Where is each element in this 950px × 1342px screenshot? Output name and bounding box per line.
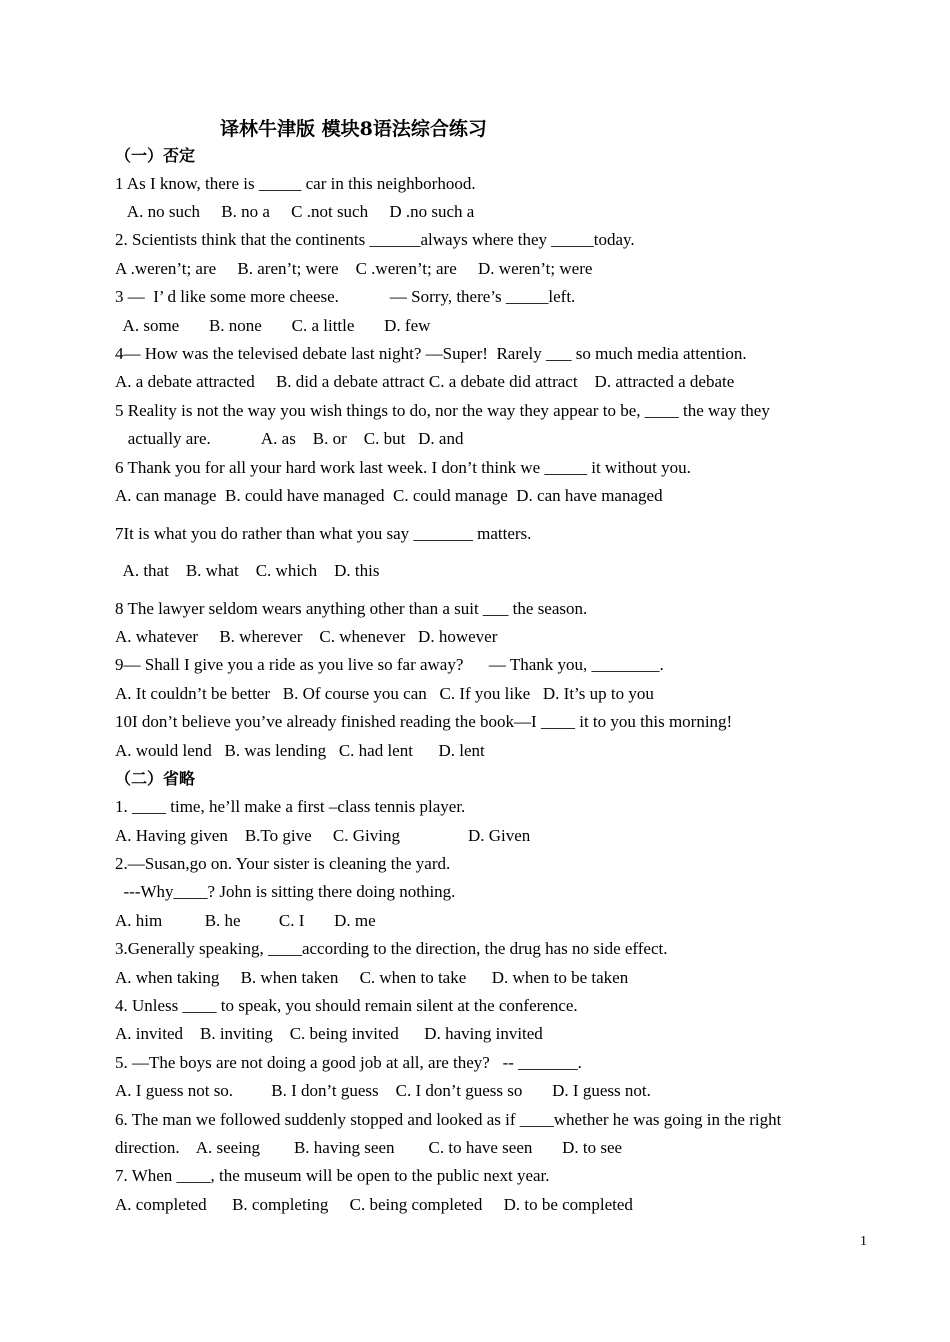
question-line: A. invited B. inviting C. being invited D. having invited <box>115 1024 543 1043</box>
question-line: 10I don’t believe you’ve already finished reading the book—I ____ it to you this morning! <box>115 712 733 731</box>
question-line: A. him B. he C. I D. me <box>115 911 376 930</box>
question-line: 7. When ____, the museum will be open to the public next year. <box>115 1166 550 1185</box>
section-heading: （二）省略 <box>115 769 196 788</box>
page-number: 1 <box>860 1234 867 1249</box>
question-line: A. completed B. completing C. being completed D. to be completed <box>115 1195 633 1214</box>
question-line: A. a debate attracted B. did a debate attract C. a debate did attract D. attracted a debate <box>115 372 735 391</box>
question-line: 8 The lawyer seldom wears anything other than a suit ___ the season. <box>115 599 588 618</box>
question-line: A .weren’t; are B. aren’t; were C .weren’t; are D. weren’t; were <box>115 259 593 278</box>
question-line: direction. A. seeing B. having seen C. to have seen D. to see <box>115 1138 623 1157</box>
question-line: 4. Unless ____ to speak, you should remain silent at the conference. <box>115 996 578 1015</box>
question-line: 5. —The boys are not doing a good job at all, are they? -- _______. <box>115 1053 582 1072</box>
question-line: 2.—Susan,go on. Your sister is cleaning the yard. <box>115 854 451 873</box>
question-line: 3.Generally speaking, ____according to the direction, the drug has no side effect. <box>115 939 668 958</box>
question-line: 7It is what you do rather than what you say _______ matters. <box>115 524 532 543</box>
question-line: 1 As I know, there is _____ car in this neighborhood. <box>115 174 476 193</box>
question-line: 6 Thank you for all your hard work last week. I don’t think we _____ it without you. <box>115 458 691 477</box>
question-line: ---Why____? John is sitting there doing nothing. <box>115 882 456 901</box>
question-line: 4— How was the televised debate last night? —Super! Rarely ___ so much media attention. <box>115 344 747 363</box>
document-title: 译林牛津版 模块8语法综合练习 <box>220 118 487 140</box>
question-line: A. Having given B.To give C. Giving D. Given <box>115 826 531 845</box>
question-line: 1. ____ time, he’ll make a first –class tennis player. <box>115 797 466 816</box>
question-line: A. can manage B. could have managed C. could manage D. can have managed <box>115 486 663 505</box>
question-line: A. no such B. no a C .not such D .no such a <box>115 202 475 221</box>
section-heading: （一）否定 <box>115 146 196 165</box>
question-line: 5 Reality is not the way you wish things to do, nor the way they appear to be, ____ the way they <box>115 401 770 420</box>
question-line: 3 — I’ d like some more cheese. — Sorry, there’s _____left. <box>115 287 576 306</box>
question-line: A. would lend B. was lending C. had lent D. lent <box>115 741 485 760</box>
question-line: A. when taking B. when taken C. when to take D. when to be taken <box>115 968 629 987</box>
question-line: A. I guess not so. B. I don’t guess C. I don’t guess so D. I guess not. <box>115 1081 651 1100</box>
question-line: A. some B. none C. a little D. few <box>115 316 431 335</box>
question-line: A. that B. what C. which D. this <box>115 561 380 580</box>
question-line: A. whatever B. wherever C. whenever D. however <box>115 627 498 646</box>
question-line: 6. The man we followed suddenly stopped and looked as if ____whether he was going in the right <box>115 1110 782 1129</box>
question-line: actually are. A. as B. or C. but D. and <box>115 429 464 448</box>
question-line: 9— Shall I give you a ride as you live so far away? — Thank you, ________. <box>115 655 664 674</box>
question-line: A. It couldn’t be better B. Of course you can C. If you like D. It’s up to you <box>115 684 654 703</box>
question-line: 2. Scientists think that the continents ______always where they _____today. <box>115 230 635 249</box>
